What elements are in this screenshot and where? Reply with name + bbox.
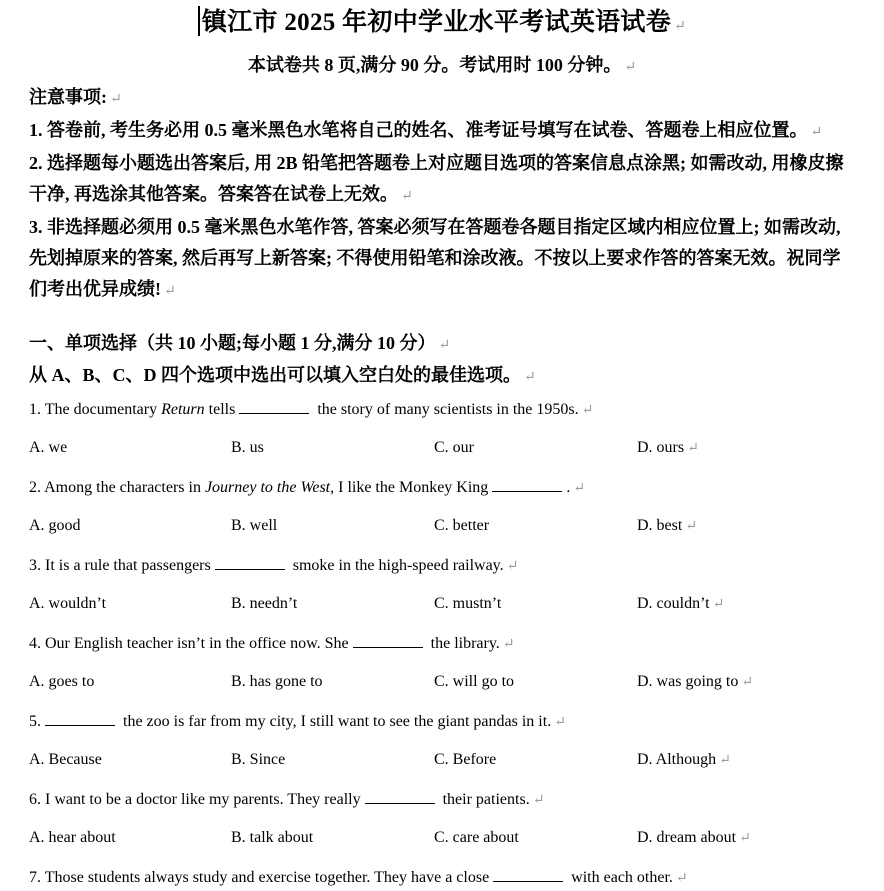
option-d: D. couldn’t ↵ [637, 595, 725, 612]
option-d: D. ours ↵ [637, 439, 699, 456]
option-c: C. Before [434, 751, 497, 768]
option-a: A. wouldn’t [29, 595, 107, 612]
answer-blank [353, 631, 423, 648]
question-3: 3. It is a rule that passengers smoke in the high-speed railway. ↵ [29, 553, 859, 579]
notes-block [29, 82, 849, 307]
option-c: C. better [434, 517, 490, 534]
option-b: B. talk about [231, 829, 314, 846]
option-b: B. has gone to [231, 673, 323, 690]
question-2-options [29, 514, 859, 538]
option-b: B. well [231, 517, 278, 534]
option-a: A. we [29, 439, 68, 456]
option-a: A. goes to [29, 673, 95, 690]
question-6-options [29, 826, 859, 850]
question-1-options [29, 436, 859, 460]
question-5-options [29, 748, 859, 772]
option-a: A. Because [29, 751, 102, 768]
question-6: 6. I want to be a doctor like my parents. They really their patients. ↵ [29, 787, 859, 813]
option-a: A. hear about [29, 829, 116, 846]
answer-blank [365, 787, 435, 804]
section-instruction: 从 A、B、C、D 四个选项中选出可以填入空白处的最佳选项。 ↵ [29, 365, 536, 385]
question-4-options [29, 670, 859, 694]
option-a: A. good [29, 517, 81, 534]
option-d: D. was going to ↵ [637, 673, 754, 690]
exam-subtitle: 本试卷共 8 页,满分 90 分。考试用时 100 分钟。 ↵ [247, 55, 637, 75]
answer-blank [215, 553, 285, 570]
section-title: 一、单项选择（共 10 小题;每小题 1 分,满分 10 分） ↵ [29, 333, 451, 353]
option-c: C. mustn’t [434, 595, 502, 612]
question-4: 4. Our English teacher isn’t in the office now. She the library. ↵ [29, 631, 859, 657]
option-c: C. will go to [434, 673, 515, 690]
answer-blank [45, 709, 115, 726]
option-b: B. Since [231, 751, 286, 768]
answer-blank [493, 865, 563, 882]
option-d: D. dream about ↵ [637, 829, 751, 846]
option-c: C. our [434, 439, 474, 456]
option-c: C. care about [434, 829, 519, 846]
option-b: B. us [231, 439, 264, 456]
exam-title: 镇江市 2025 年初中学业水平考试英语试卷 ↵ [0, 4, 884, 46]
note-item: 2. 选择题每小题选出答案后, 用 2B 铅笔把答题卷上对应题目选项的答案信息点涂黑; 如需改动, 用橡皮擦干净, 再选涂其他答案。答案答在试卷上无效。 ↵ [29, 153, 844, 204]
question-7: 7. Those students always study and exercise together. They have a close with each other. ↵ [29, 865, 859, 891]
question-2: 2. Among the characters in Journey to the West, I like the Monkey King . ↵ [29, 475, 859, 501]
question-1: 1. The documentary Return tells the story of many scientists in the 1950s. ↵ [29, 397, 859, 423]
option-d: D. best ↵ [637, 517, 698, 534]
text-cursor [198, 6, 200, 36]
question-3-options [29, 592, 859, 616]
note-item: 1. 答卷前, 考生务必用 0.5 毫米黑色水笔将自己的姓名、准考证号填写在试卷、答题卷上相应位置。 ↵ [29, 120, 823, 140]
question-5: 5. the zoo is far from my city, I still want to see the giant pandas in it. ↵ [29, 709, 859, 735]
note-item: 3. 非选择题必须用 0.5 毫米黑色水笔作答, 答案必须写在答题卷各题目指定区域内相应位置上; 如需改动, 先划掉原来的答案, 然后再写上新答案; 不得使用铅笔和涂改液。不按以上要求作答的答案无效。祝同学们考出优异成绩! ↵ [29, 217, 841, 299]
answer-blank [239, 397, 309, 414]
answer-blank [492, 475, 562, 492]
notes-heading: 注意事项: ↵ [29, 87, 122, 107]
option-b: B. needn’t [231, 595, 298, 612]
option-d: D. Although ↵ [637, 751, 731, 768]
